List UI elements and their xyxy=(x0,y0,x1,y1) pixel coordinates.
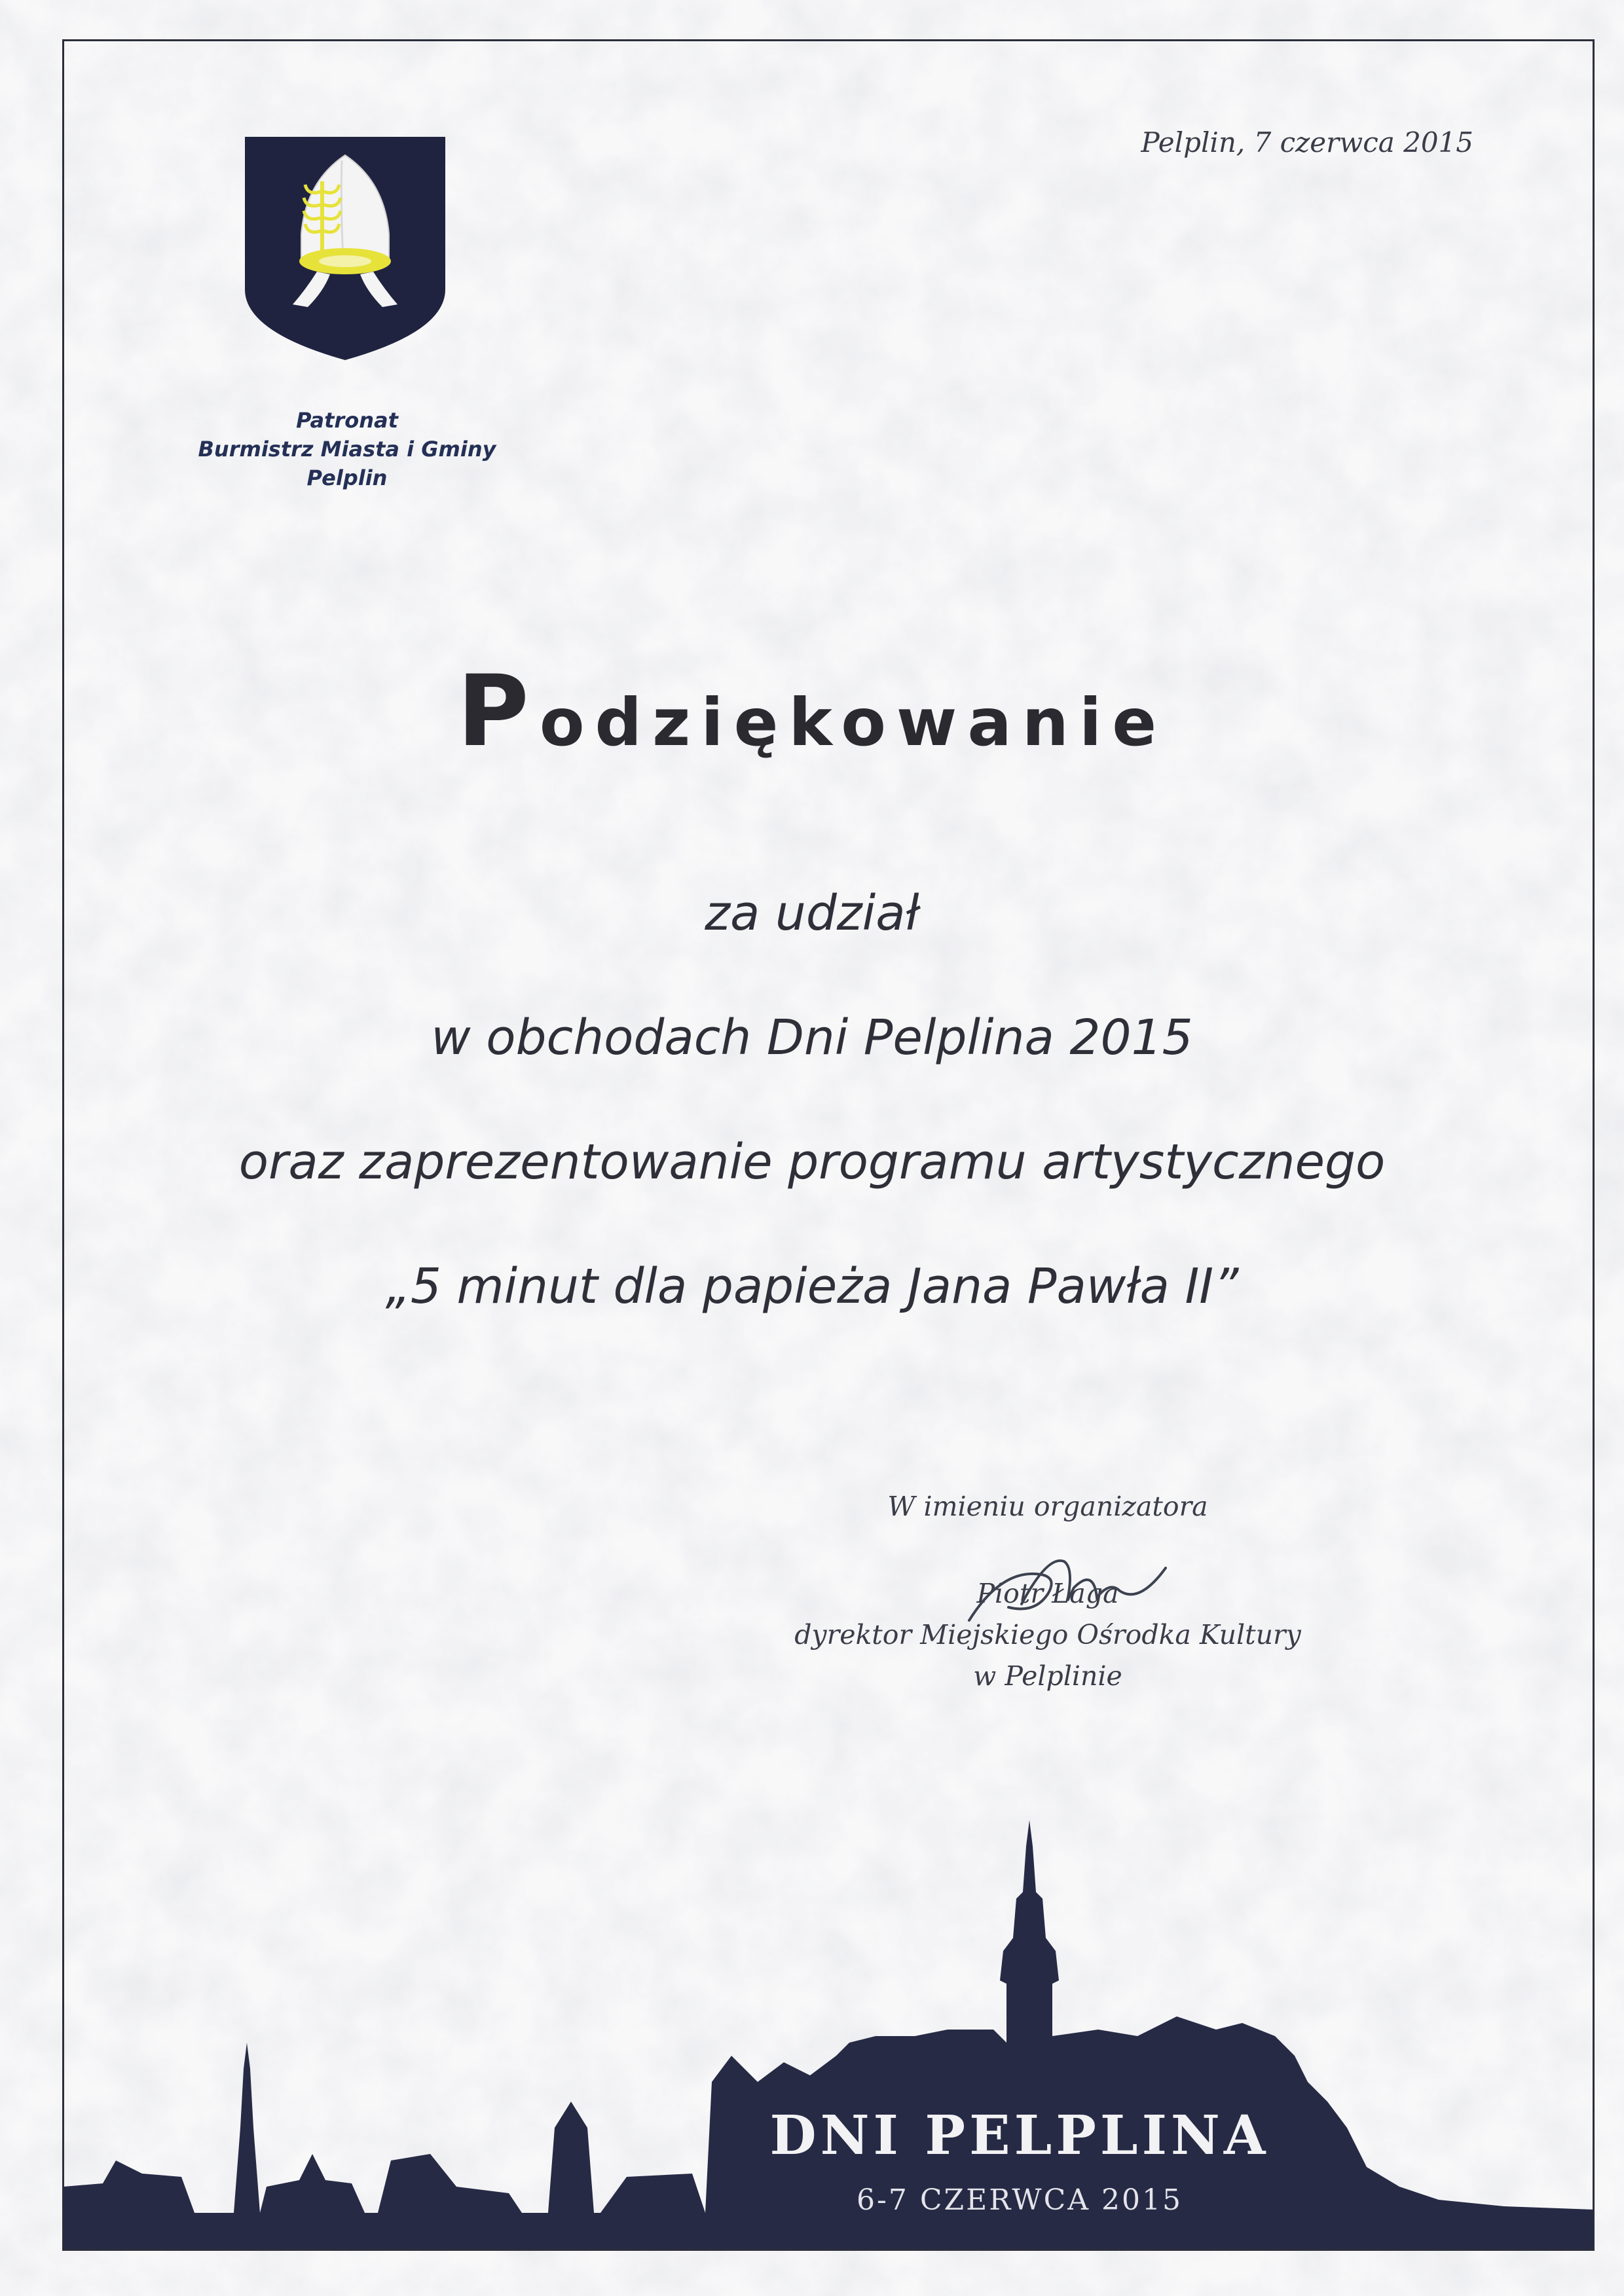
signatory-position: dyrektor Miejskiego Ośrodka Kultury xyxy=(794,1619,1301,1650)
signatory-name: Piotr Łaga xyxy=(976,1578,1119,1609)
patronage-heading: Patronat xyxy=(296,408,398,433)
patronage-block xyxy=(151,406,544,492)
body-line-2: w obchodach Dni Pelplina 2015 xyxy=(431,1010,1193,1066)
patronage-town: Pelplin xyxy=(306,465,388,490)
pelplin-skyline-banner xyxy=(64,1820,1593,2249)
title-initial: P xyxy=(456,655,540,769)
body-line-4: „5 minut dla papieża Jana Pawła II” xyxy=(385,1258,1239,1315)
handwritten-signature xyxy=(943,1542,1192,1640)
on-behalf-text: W imieniu organizatora xyxy=(887,1491,1208,1522)
title-rest: odziękowanie xyxy=(539,684,1168,761)
signatory-place: w Pelplinie xyxy=(973,1660,1122,1692)
banner-title: DNI PELPLINA xyxy=(769,2104,1270,2167)
banner-dates: 6-7 CZERWCA 2015 xyxy=(857,2183,1183,2217)
body-line-3: oraz zaprezentowanie programu artystycznego xyxy=(238,1134,1386,1190)
body-line-1: za udział xyxy=(705,885,919,941)
document-date: Pelplin, 7 czerwca 2015 xyxy=(1141,126,1473,158)
patronage-office: Burmistrz Miasta i Gminy xyxy=(198,437,496,462)
body-text xyxy=(0,851,1624,1349)
coat-of-arms-icon xyxy=(244,136,447,361)
document-title xyxy=(0,655,1624,769)
